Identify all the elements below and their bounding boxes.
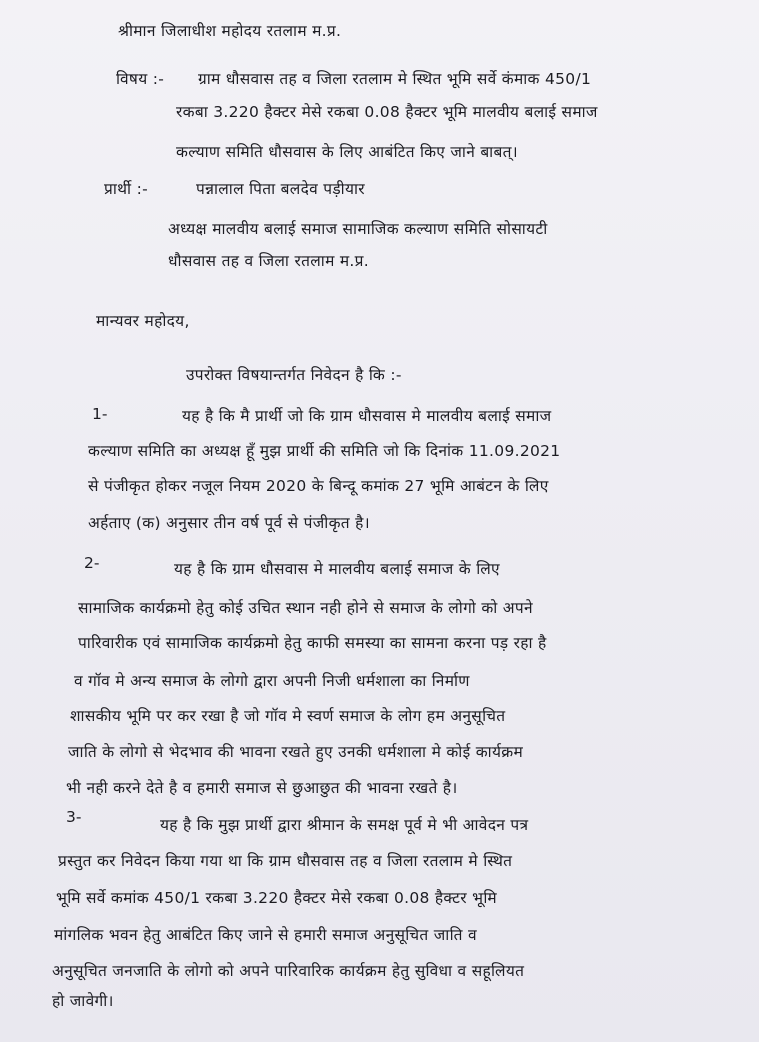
paragraph-line: सामाजिक कार्यक्रमो हेतु कोई उचित स्थान नही होने से समाज के लोगो को अपने <box>78 599 533 617</box>
applicant-line: पन्नालाल पिता बलदेव पड़ीयार <box>196 180 365 198</box>
paragraph-line: व गॉव मे अन्य समाज के लोगो द्वारा अपनी निजी धर्मशाला का निर्माण <box>74 672 470 690</box>
applicant-line: अध्यक्ष मालवीय बलाई समाज सामाजिक कल्याण समिति सोसायटी <box>168 220 548 238</box>
paragraph-number: 1- <box>92 405 108 423</box>
paragraph-line: यह है कि मुझ प्रार्थी द्वारा श्रीमान के समक्ष पूर्व मे भी आवेदन पत्र <box>160 816 529 834</box>
paragraph-line: यह है कि ग्राम धौसवास मे मालवीय बलाई समाज के लिए <box>174 560 500 578</box>
intro-line: उपरोक्त विषयान्तर्गत निवेदन है कि :- <box>186 366 402 384</box>
applicant-label: प्रार्थी :- <box>104 180 148 198</box>
paragraph-line: अनुसूचित जनजाति के लोगो को अपने पारिवारिक कार्यक्रम हेतु सुविधा व सहूलियत <box>52 962 525 980</box>
paragraph-line: भी नही करने देते है व हमारी समाज से छुआछुत की भावना रखते है। <box>66 779 458 797</box>
paragraph-line: भूमि सर्वे कमांक 450/1 रकबा 3.220 हैक्टर मेसे रकबा 0.08 हैक्टर भूमि <box>56 889 497 907</box>
paragraph-line: अर्हताए (क) अनुसार तीन वर्ष पूर्व से पंजीकृत है। <box>88 514 370 532</box>
paragraph-line: प्रस्तुत कर निवेदन किया गया था कि ग्राम धौसवास तह व जिला रतलाम मे स्थित <box>58 852 513 870</box>
subject-line: ग्राम धौसवास तह व जिला रतलाम मे स्थित भूमि सर्वे कंमाक 450/1 <box>198 70 592 88</box>
address-line: श्रीमान जिलाधीश महोदय रतलाम म.प्र. <box>118 22 342 40</box>
paragraph-line: कल्याण समिति का अध्यक्ष हूँ मुझ प्रार्थी की समिति जो कि दिनांक 11.09.2021 <box>88 442 561 460</box>
subject-line: रकबा 3.220 हैक्टर मेसे रकबा 0.08 हैक्टर भूमि मालवीय बलाई समाज <box>176 103 598 121</box>
paragraph-line: जाति के लोगो से भेदभाव की भावना रखते हुए उनकी धर्मशाला मे कोई कार्यक्रम <box>68 743 524 761</box>
paragraph-line: पारिवारीक एवं सामाजिक कार्यक्रमो हेतु काफी समस्या का सामना करना पड़ रहा है <box>78 634 547 652</box>
paragraph-line: शासकीय भूमि पर कर रखा है जो गॉव मे स्वर्ण समाज के लोग हम अनुसूचित <box>70 707 506 725</box>
paragraph-line: मांगलिक भवन हेतु आबंटित किए जाने से हमारी समाज अनुसूचित जाति व <box>54 926 477 944</box>
paragraph-line: हो जावेगी। <box>52 992 114 1010</box>
subject-line: कल्याण समिति धौसवास के लिए आबंटित किए जाने बाबत्। <box>176 143 518 161</box>
paragraph-line: यह है कि मै प्रार्थी जो कि ग्राम धौसवास मे मालवीय बलाई समाज <box>182 407 552 425</box>
subject-label: विषय :- <box>116 70 165 88</box>
paragraph-number: 3- <box>66 808 82 826</box>
paragraph-number: 2- <box>84 554 100 572</box>
salutation: मान्यवर महोदय, <box>96 312 190 330</box>
applicant-line: धौसवास तह व जिला रतलाम म.प्र. <box>168 252 370 270</box>
paragraph-line: से पंजीकृत होकर नजूल नियम 2020 के बिन्दू कमांक 27 भूमि आबंटन के लिए <box>88 477 549 495</box>
